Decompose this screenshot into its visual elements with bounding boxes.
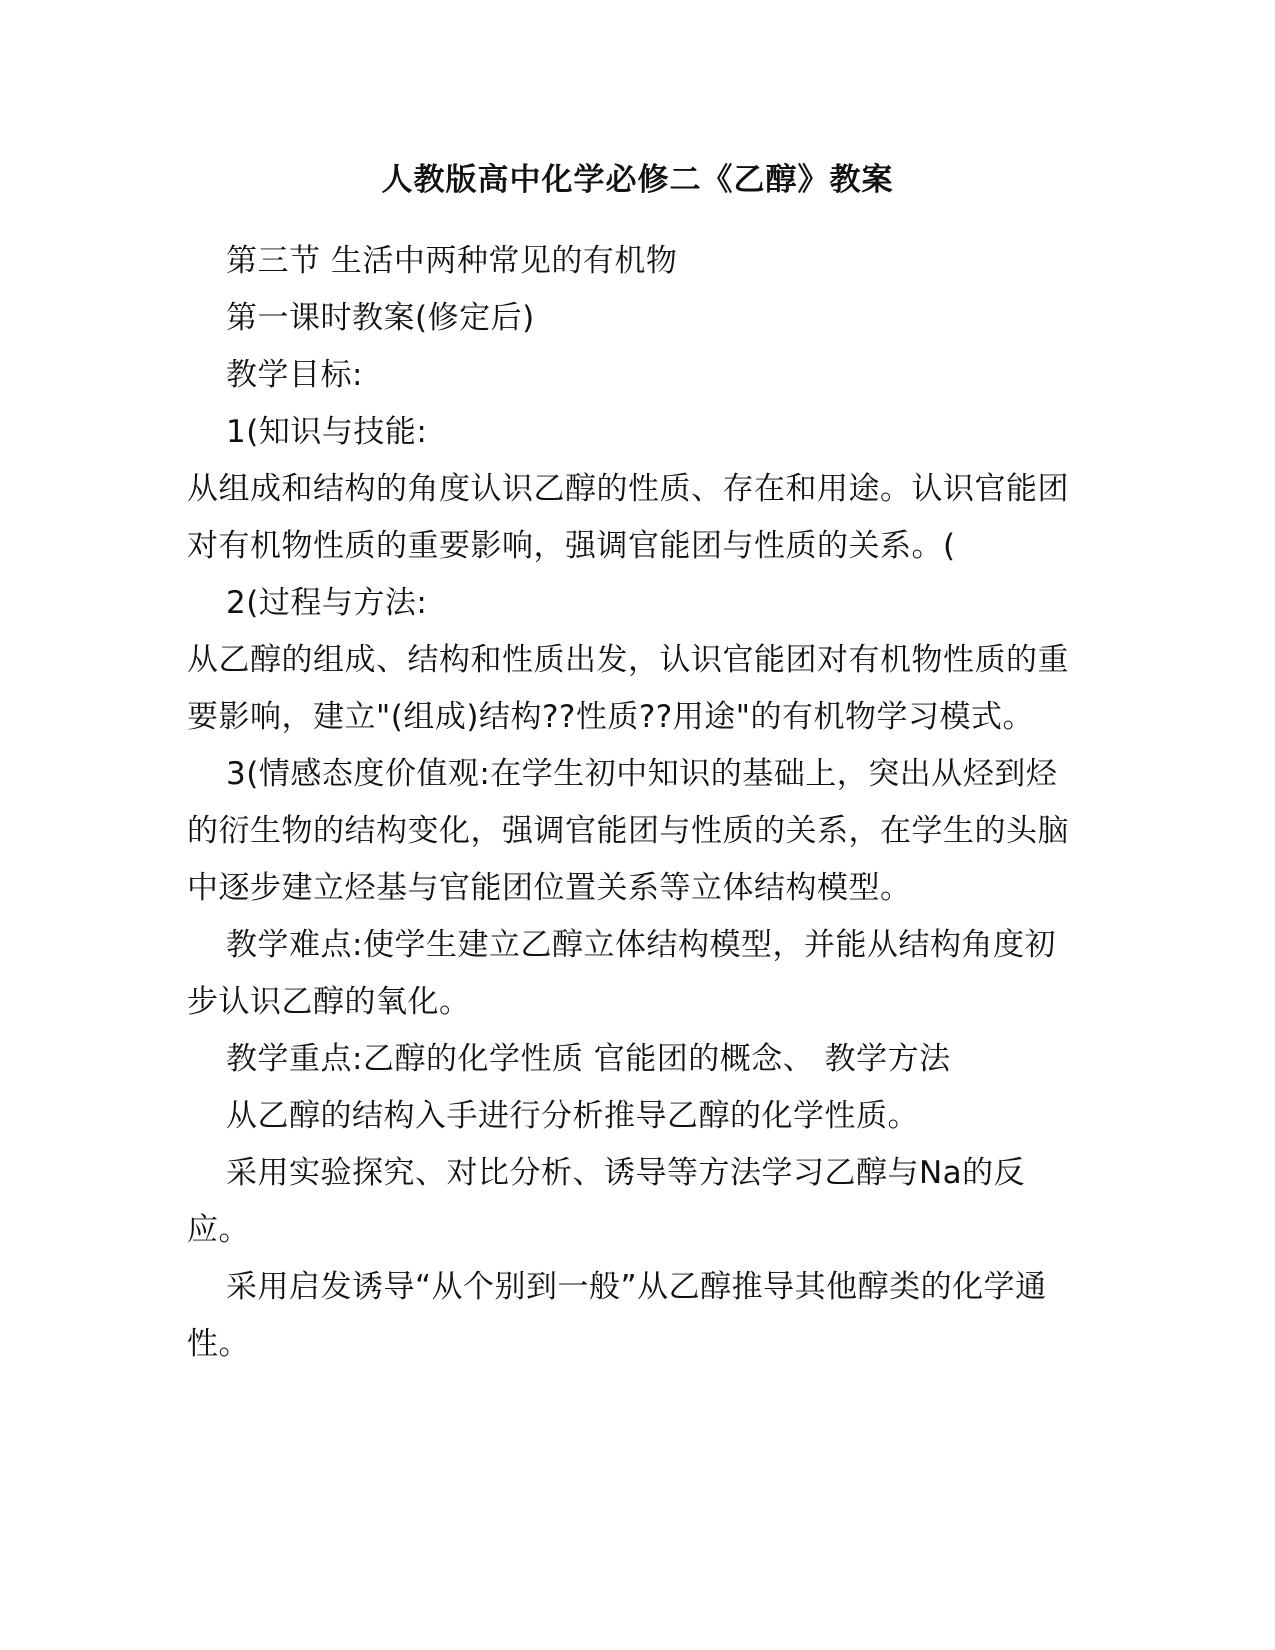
difficulty-paragraph: 教学难点:使学生建立乙醇立体结构模型，并能从结构角度初步认识乙醇的氧化。 <box>187 927 1056 1020</box>
goal-1-text: 从组成和结构的角度认识乙醇的性质、存在和用途。认识官能团对有机物性质的重要影响，强调官能团与性质的关系。( <box>187 471 1069 564</box>
lesson-subtitle: 第一课时教案(修定后) <box>226 300 535 336</box>
document-title: 人教版高中化学必修二《乙醇》教案 <box>381 162 894 198</box>
section-heading: 第三节 生活中两种常见的有机物 <box>226 243 678 279</box>
goal-2-text: 从乙醇的组成、结构和性质出发，认识官能团对有机物性质的重要影响，建立"(组成)结构??性质??用途"的有机物学习模式。 <box>187 642 1069 735</box>
goal-1-heading: 1(知识与技能: <box>226 414 428 450</box>
key-points-paragraph: 教学重点:乙醇的化学性质 官能团的概念、 教学方法 <box>226 1041 951 1077</box>
goals-heading: 教学目标: <box>226 357 363 393</box>
goal-2-heading: 2(过程与方法: <box>226 585 428 621</box>
method-paragraph-1: 从乙醇的结构入手进行分析推导乙醇的化学性质。 <box>226 1098 919 1134</box>
document-body <box>187 233 1087 1373</box>
method-paragraph-3: 采用启发诱导“从个别到一般”从乙醇推导其他醇类的化学通性。 <box>187 1269 1047 1362</box>
method-paragraph-2: 采用实验探究、对比分析、诱导等方法学习乙醇与Na的反应。 <box>187 1155 1026 1248</box>
goal-3-paragraph: 3(情感态度价值观:在学生初中知识的基础上，突出从烃到烃的衍生物的结构变化，强调官能团与性质的关系，在学生的头脑中逐步建立烃基与官能团位置关系等立体结构模型。 <box>187 756 1069 906</box>
